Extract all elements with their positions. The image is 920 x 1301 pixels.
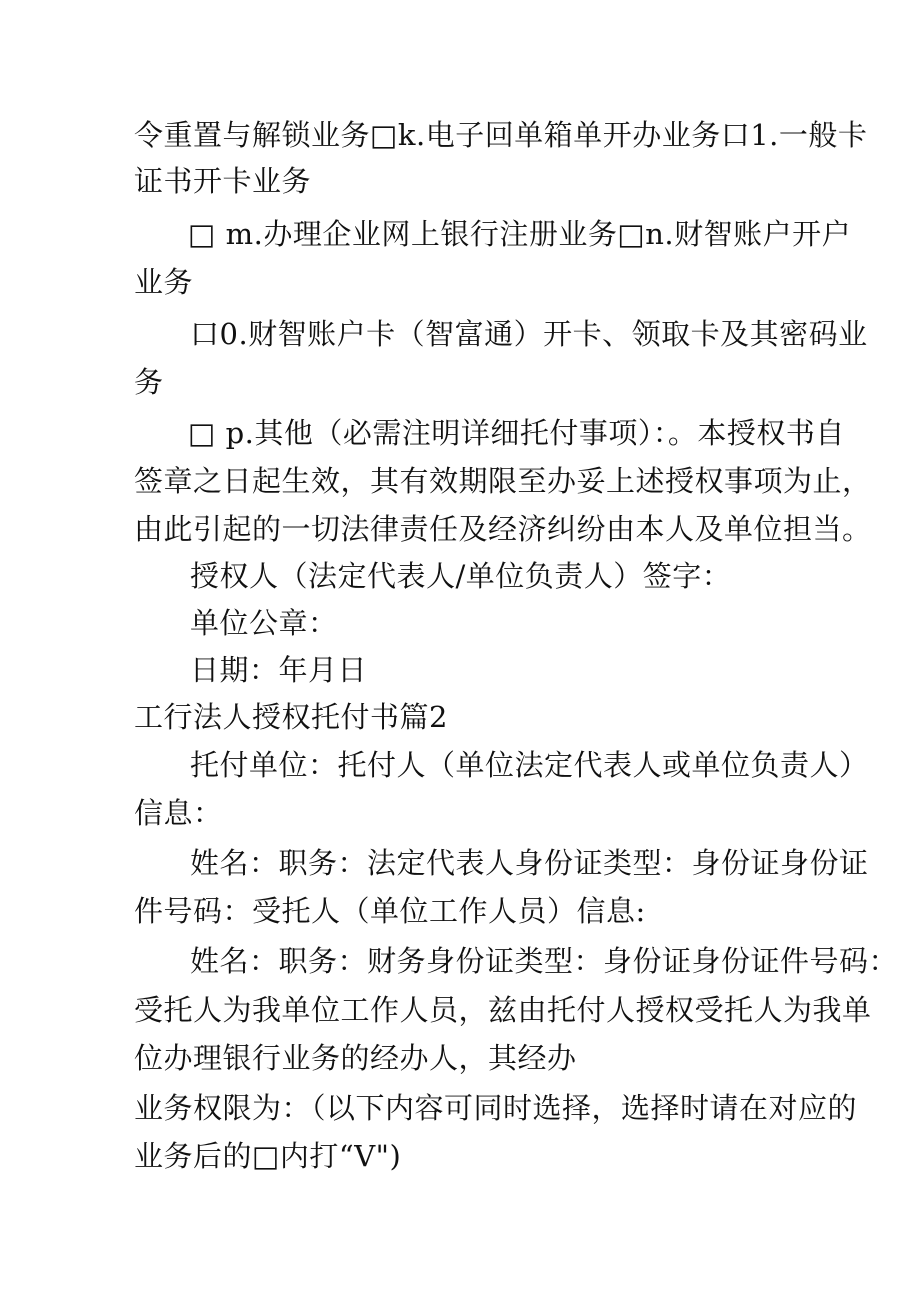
text-line: 签章之日起生效，其有效期限至办妥上述授权事项为止，: [134, 464, 872, 498]
text-line: 信息：: [134, 796, 223, 830]
text-line: 业务后的□内打“V"): [134, 1139, 402, 1173]
text-line: 务: [134, 365, 164, 399]
text-line: 口0.财智账户卡（智富通）开卡、领取卡及其密码业: [190, 317, 868, 351]
text-line: 姓名：职务：财务身份证类型：身份证身份证件号码：: [190, 944, 899, 978]
text-line: □ m.办理企业网上银行注册业务□n.财智账户开户: [188, 217, 852, 251]
text-line: 位办理银行业务的经办人，其经办: [134, 1041, 577, 1075]
seal-line: 单位公章：: [190, 606, 338, 640]
text-line: 托付单位：托付人（单位法定代表人或单位负责人）: [190, 748, 869, 782]
text-line: 令重置与解锁业务□k.电子回单箱单开办业务口1.一般卡: [134, 118, 868, 152]
text-line: 业务: [134, 265, 194, 299]
text-line: □ p.其他（必需注明详细托付事项）：。本授权书自: [188, 416, 845, 450]
text-line: 件号码：受托人（单位工作人员）信息:: [134, 894, 646, 928]
signature-line: 授权人（法定代表人/单位负责人）签字：: [190, 559, 732, 593]
date-line: 日期：年月日: [190, 653, 368, 687]
text-line: 证书开卡业务: [134, 164, 312, 198]
text-line: 由此引起的一切法律责任及经济纠纷由本人及单位担当。: [134, 512, 872, 546]
text-line: 受托人为我单位工作人员，兹由托付人授权受托人为我单: [134, 993, 872, 1027]
text-line: 业务权限为：（以下内容可同时选择，选择时请在对应的: [134, 1091, 858, 1125]
section-title: 工行法人授权托付书篇2: [134, 700, 448, 734]
text-line: 姓名：职务：法定代表人身份证类型：身份证身份证: [190, 846, 869, 880]
